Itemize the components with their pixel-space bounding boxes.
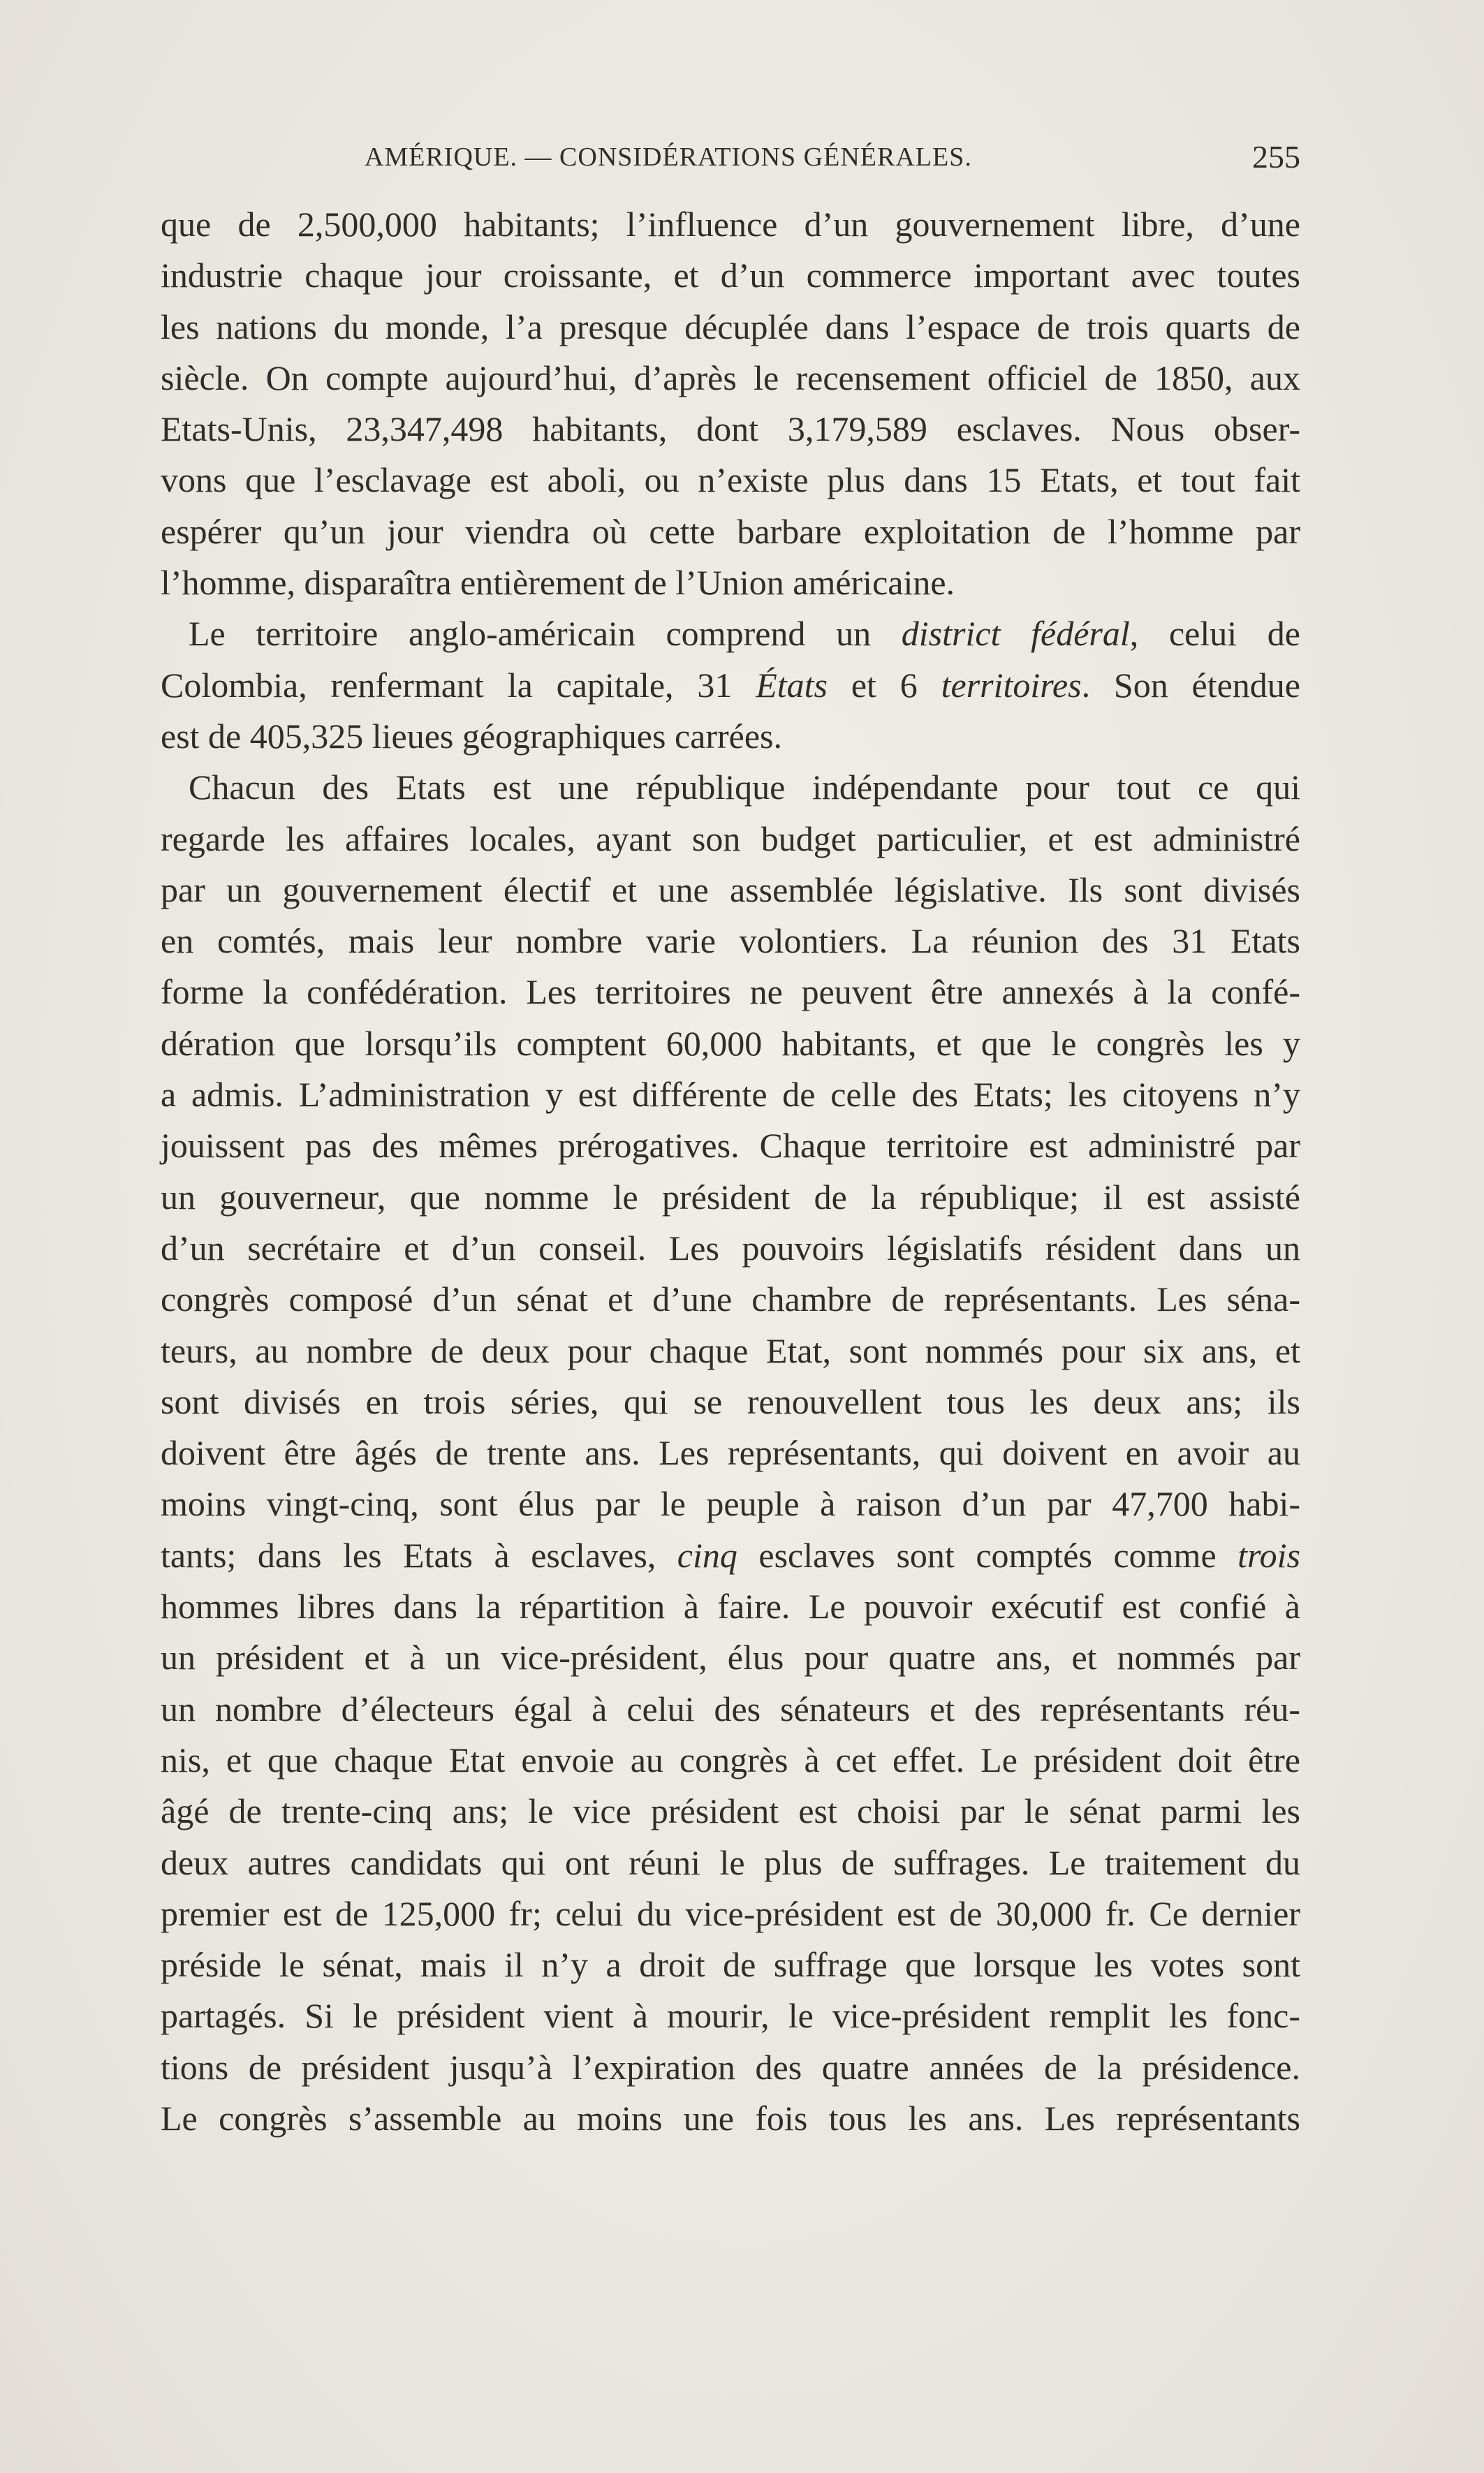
- text-line: doivent être âgés de trente ans. Les représentants, qui doivent en avoir au: [161, 1433, 1300, 1473]
- text-line: premier est de 125,000 fr; celui du vice-président est de 30,000 fr. Ce dernier: [161, 1893, 1300, 1933]
- text-line: industrie chaque jour croissante, et d’un commerce important avec toutes: [161, 256, 1300, 295]
- text-line: forme la confédération. Les territoires ne peuvent être annexés à la confé-: [161, 972, 1300, 1012]
- text-line: congrès composé d’un sénat et d’une chambre de représentants. Les séna-: [161, 1279, 1300, 1319]
- body-text: [161, 199, 1300, 2144]
- text-line: dération que lorsqu’ils comptent 60,000 habitants, et que le congrès les y: [161, 1023, 1300, 1063]
- text-line: Etats-Unis, 23,347,498 habitants, dont 3,179,589 esclaves. Nous obser-: [161, 409, 1300, 449]
- text-line: l’homme, disparaîtra entièrement de l’Union américaine.: [161, 563, 955, 603]
- page-number: 255: [1252, 139, 1300, 175]
- text-line: en comtés, mais leur nombre varie volontiers. La réunion des 31 Etats: [161, 921, 1300, 961]
- text-line: les nations du monde, l’a presque décuplée dans l’espace de trois quarts de: [161, 307, 1300, 346]
- text-line: d’un secrétaire et d’un conseil. Les pouvoirs législatifs résident dans un: [161, 1228, 1300, 1268]
- page-header: [161, 136, 1300, 178]
- text-line: un président et à un vice-président, élus pour quatre ans, et nommés par: [161, 1638, 1300, 1678]
- text-line: tions de président jusqu’à l’expiration des quatre années de la présidence.: [161, 2047, 1300, 2087]
- text-line: sont divisés en trois séries, qui se renouvellent tous les deux ans; ils: [161, 1381, 1300, 1421]
- text-line: espérer qu’un jour viendra où cette barbare exploitation de l’homme par: [161, 511, 1300, 551]
- running-head: AMÉRIQUE. — CONSIDÉRATIONS GÉNÉRALES.: [365, 142, 972, 172]
- text-line: Colombia, renfermant la capitale, 31 États et 6 territoires. Son étendue: [161, 665, 1301, 705]
- text-line: préside le sénat, mais il n’y a droit de suffrage que lorsque les votes sont: [161, 1945, 1300, 1985]
- text-line: a admis. L’administration y est différente de celle des Etats; les citoyens n’y: [161, 1075, 1300, 1115]
- text-line: par un gouvernement électif et une assemblée législative. Ils sont divisés: [161, 869, 1300, 909]
- text-line: hommes libres dans la répartition à faire. Le pouvoir exécutif est confié à: [161, 1587, 1300, 1627]
- text-line: partagés. Si le président vient à mourir, le vice-président remplit les fonc-: [161, 1996, 1300, 2036]
- text-line: un nombre d’électeurs égal à celui des sénateurs et des représentants réu-: [161, 1689, 1300, 1729]
- text-line: teurs, au nombre de deux pour chaque Etat, sont nommés pour six ans, et: [161, 1330, 1300, 1370]
- text-line: siècle. On compte aujourd’hui, d’après le recensement officiel de 1850, aux: [161, 358, 1300, 397]
- text-line: tants; dans les Etats à esclaves, cinq esclaves sont comptés comme trois: [161, 1535, 1300, 1575]
- text-line: un gouverneur, que nomme le président de la république; il est assisté: [161, 1177, 1300, 1217]
- text-line: est de 405,325 lieues géographiques carrées.: [161, 716, 782, 756]
- text-line: regarde les affaires locales, ayant son budget particulier, et est administré: [161, 819, 1300, 858]
- text-line: moins vingt-cinq, sont élus par le peuple à raison d’un par 47,700 habi-: [161, 1484, 1300, 1524]
- text-line: âgé de trente-cinq ans; le vice président est choisi par le sénat parmi les: [161, 1791, 1300, 1831]
- text-line: Chacun des Etats est une république indépendante pour tout ce qui: [189, 768, 1300, 807]
- text-line: deux autres candidats qui ont réuni le plus de suffrages. Le traitement du: [161, 1842, 1300, 1882]
- text-line: jouissent pas des mêmes prérogatives. Chaque territoire est administré par: [161, 1126, 1300, 1166]
- text-line: vons que l’esclavage est aboli, ou n’existe plus dans 15 Etats, et tout fait: [161, 460, 1300, 500]
- text-line: nis, et que chaque Etat envoie au congrès à cet effet. Le président doit être: [161, 1740, 1300, 1779]
- text-line: Le territoire anglo-américain comprend un district fédéral, celui de: [189, 614, 1300, 654]
- text-line: Le congrès s’assemble au moins une fois tous les ans. Les représentants: [161, 2098, 1300, 2138]
- text-line: que de 2,500,000 habitants; l’influence d’un gouvernement libre, d’une: [161, 205, 1300, 244]
